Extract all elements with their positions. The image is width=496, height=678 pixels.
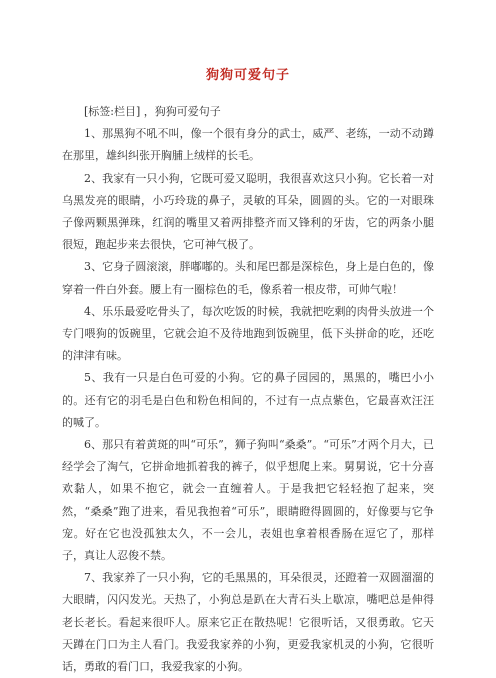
- paragraph-6: 6、那只有着黄斑的叫“可乐”，狮子狗叫“桑桑”。“可乐”才两个月大，已经学会了淘气，它拼命地抓着我的裤子，似乎想爬上来。舅舅说，它十分喜欢黏人，如果不抱它，就会一直缠着人。于是我把它轻轻抱了起来，突然，“桑桑”跑了进来，看见我抱着“可乐”，眼睛瞪得圆圆的，好像要与它争宠。好在它也没孤独太久，不一会儿，表姐也拿着根香肠在逗它了，那样子，真让人忍俊不禁。: [62, 438, 434, 563]
- paragraph-tags: [标签:栏目] ，狗狗可爱句子: [84, 105, 221, 118]
- document-title: 狗狗可爱句子: [205, 68, 290, 83]
- paragraph-5: 5、我有一只是白色可爱的小狗。它的鼻子园园的，黑黑的，嘴巴小小的。还有它的羽毛是白色和粉色相间的，不过有一点点紫色，它最喜欢汪汪的喊了。: [62, 371, 434, 429]
- paragraph-3: 3、它身子圆滚滚，胖嘟嘟的。头和尾巴都是深棕色，身上是白色的，像穿着一件白外套。腰上有一圈棕色的毛，像系着一根皮带，可帅气啦！: [62, 260, 434, 296]
- paragraph-4: 4、乐乐最爱吃骨头了，每次吃饭的时候，我就把吃剩的肉骨头放进一个专门喂狗的饭碗里，它就会迫不及待地跑到饭碗里，低下头拼命的吃，还吃的津津有味。: [62, 304, 434, 363]
- paragraph-7: 7、我家养了一只小狗，它的毛黑黑的，耳朵很灵，还蹬着一双圆溜溜的大眼睛，闪闪发光。天热了，小狗总是趴在大青石头上歇凉，嘴吧总是伸得老长老长。看起来很吓人。原来它正在散热呢！它很听话，又很勇敢。它天天蹲在门口为主人看门。我爱我家养的小狗，更爱我家机灵的小狗，它很听话，勇敢的看门口，我爱我家的小狗。: [62, 571, 434, 674]
- document-body: [62, 101, 434, 678]
- paragraph-2: 2、我家有一只小狗，它既可爱又聪明，我很喜欢这只小狗。它长着一对乌黑发亮的眼睛，小巧玲珑的鼻子，灵敏的耳朵，圆圆的头。它的一对眼珠子像两颗黑弹珠，红润的嘴里又着两排整齐而又锋利的牙齿，它的两条小腿很短，跑起步来去很快，它可神气极了。: [62, 171, 434, 252]
- paragraph-1: 1、那黑狗不吼不叫，像一个很有身分的武士，威严、老练，一动不动蹲在那里，雄纠纠张开胸脯上绒样的长毛。: [62, 127, 434, 163]
